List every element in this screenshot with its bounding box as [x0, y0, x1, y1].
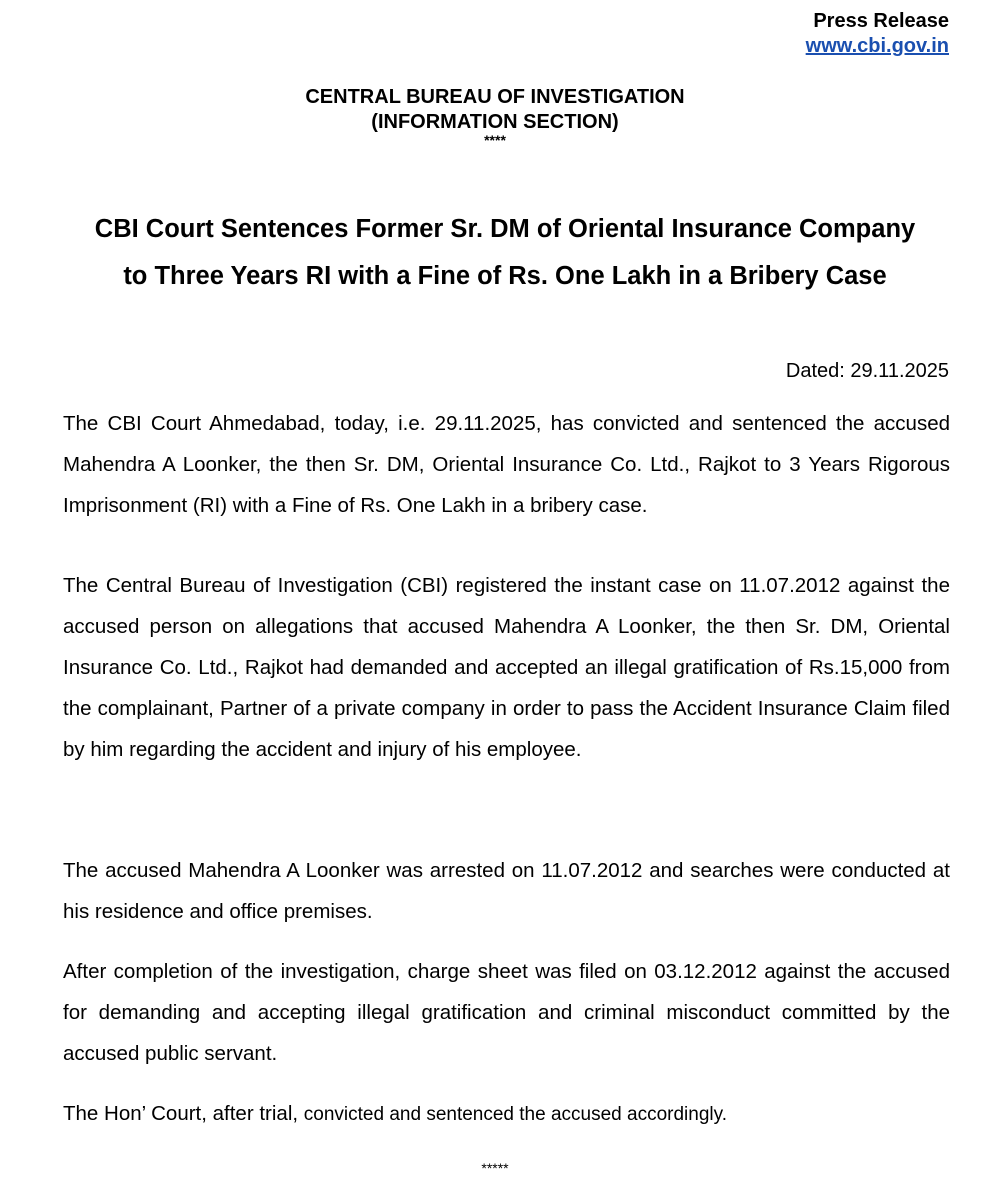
- footer-separator: *****: [481, 1160, 509, 1176]
- paragraph-court-verdict: [63, 1093, 950, 1135]
- paragraph-case-registration: The Central Bureau of Investigation (CBI) registered the instant case on 11.07.2012 against the accused person on allegations that accused Mahendra A Loonker, the then Sr. DM, Oriental Insurance Co. Ltd., Rajkot had demanded and accepted an illegal gratification of Rs.15,000 from the complainant, Partner of a private company in order to pass the Accident Insurance Claim filed by him regarding the accident and injury of his employee.: [63, 574, 950, 761]
- paragraph-arrest: The accused Mahendra A Loonker was arrested on 11.07.2012 and searches were conducted at his residence and office premises.: [63, 859, 950, 923]
- press-release-headline: [55, 206, 955, 300]
- verdict-text-end: convicted and sentenced the accused accordingly.: [303, 1104, 727, 1125]
- press-release-header: [806, 9, 949, 59]
- headline-line-1: CBI Court Sentences Former Sr. DM of Oriental Insurance Company: [94, 215, 916, 243]
- header-separator: ****: [484, 132, 506, 148]
- paragraph-conviction: The CBI Court Ahmedabad, today, i.e. 29.11.2025, has convicted and sentenced the accused Mahendra A Loonker, the then Sr. DM, Oriental Insurance Co. Ltd., Rajkot to 3 Years Rigorous Imprisonment (RI) with a Fine of Rs. One Lakh in a bribery case.: [63, 412, 950, 517]
- organization-block: [0, 85, 990, 148]
- release-date: Dated: 29.11.2025: [785, 360, 949, 382]
- cbi-website-link[interactable]: www.cbi.gov.in: [805, 35, 949, 57]
- organization-name: CENTRAL BUREAU OF INVESTIGATION: [305, 86, 685, 108]
- verdict-text-start: The Hon’ Court, after trial,: [63, 1102, 299, 1125]
- paragraph-chargesheet: After completion of the investigation, charge sheet was filed on 03.12.2012 against the accused for demanding and accepting illegal gratification and criminal misconduct committed by the accused public servant.: [63, 960, 950, 1065]
- press-release-label: Press Release: [813, 10, 949, 32]
- headline-line-2: to Three Years RI with a Fine of Rs. One Lakh in a Bribery Case: [123, 262, 887, 290]
- organization-section: (INFORMATION SECTION): [371, 111, 619, 133]
